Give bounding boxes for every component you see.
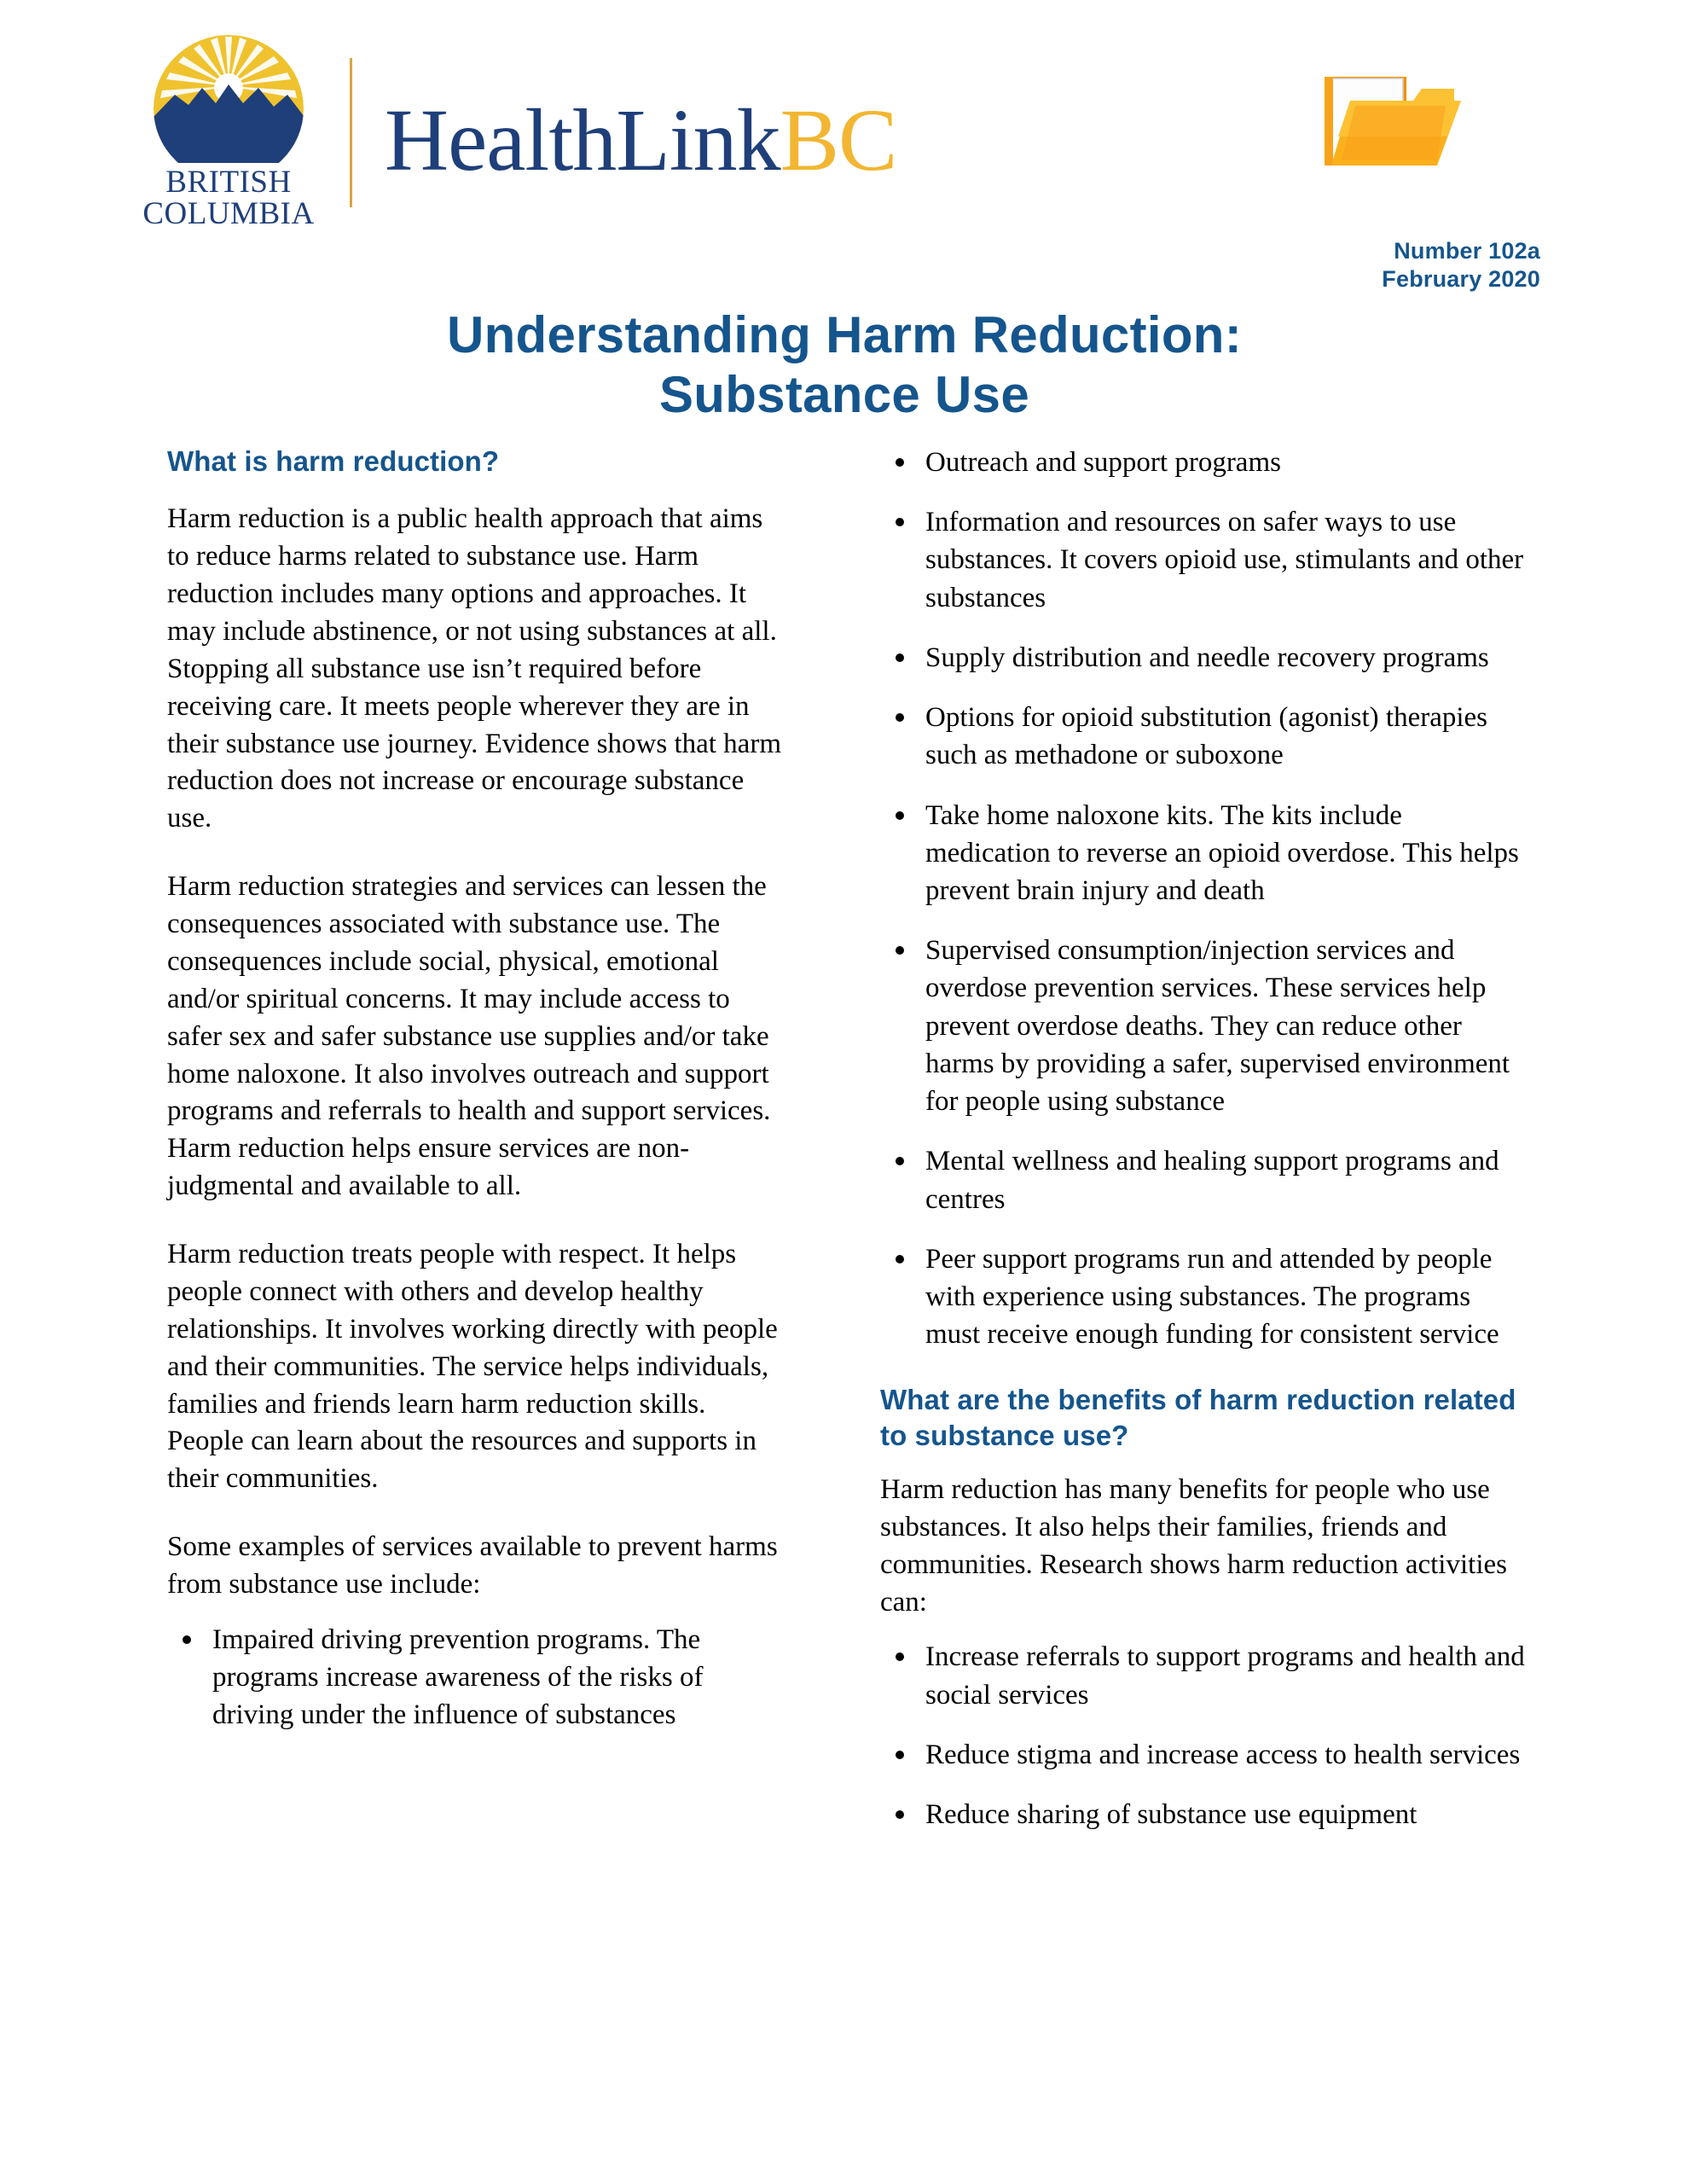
list-item: Impaired driving prevention programs. The programs increase awareness of the risks of driving under the influence of substances [167, 1621, 786, 1734]
paragraph: Harm reduction treats people with respect. It helps people connect with others and develop healthy relationships. It involves working directly with people and their communities. The service helps individuals, families and friends learn harm reduction skills. People can learn about the resources and supports in their communities. [167, 1239, 778, 1495]
document-meta [1382, 237, 1540, 293]
services-examples-list [167, 1621, 786, 1734]
wordmark-healthlink: HealthLink [385, 90, 780, 189]
bc-sunburst-mountain-icon [137, 35, 321, 163]
open-folder-icon [1318, 58, 1484, 173]
list-item: Take home naloxone kits. The kits include medication to reverse an opioid overdose. This helps prevent brain injury and death [880, 797, 1528, 910]
left-column [167, 444, 786, 1757]
healthlinkbc-wordmark [385, 90, 897, 189]
benefits-list [880, 1638, 1528, 1833]
wordmark-bc: BC [780, 90, 897, 189]
list-item: Reduce sharing of substance use equipment [880, 1796, 1528, 1833]
bc-logo-line2: COLUMBIA [142, 195, 315, 231]
paragraph: Harm reduction strategies and services can lessen the consequences associated with substance use. The consequences include social, physical, emotional and/or spiritual concerns. It may include access to safer sex and safer substance use supplies and/or take home naloxone. It also involves outreach and support programs and referrals to health and support services. Harm reduction helps ensure services are non-judgmental and available to all. [167, 871, 771, 1202]
document-number: Number 102a [1394, 238, 1540, 264]
page-title-line1: Understanding Harm Reduction: [446, 306, 1243, 363]
list-item: Reduce stigma and increase access to health services [880, 1736, 1528, 1774]
logo-divider [350, 58, 352, 207]
list-item: Outreach and support programs [880, 444, 1528, 481]
list-item: Peer support programs run and attended by people with experience using substances. The programs must receive enough funding for consistent service [880, 1240, 1528, 1354]
list-item: Increase referrals to support programs and health and social services [880, 1638, 1528, 1713]
list-item: Supply distribution and needle recovery programs [880, 639, 1528, 677]
list-item: Supervised consumption/injection services and overdose prevention services. These services help prevent overdose deaths. They can reduce other harms by providing a safer, supervised environment for people using substance [880, 932, 1528, 1120]
paragraph: Harm reduction is a public health approach that aims to reduce harms related to substance use. Harm reduction includes many options and approaches. It may include abstinence, or not using substances at all. Stopping all substance use isn’t required before receiving care. It meets people wherever they are in their substance use journey. Evidence shows that harm reduction does not increase or encourage substance use. [167, 503, 781, 834]
bc-logo-wordmark [126, 166, 331, 229]
section-heading-benefits-of-harm-reduction: What are the benefits of harm reduction related to substance use? [880, 1384, 1516, 1451]
document-date: February 2020 [1382, 265, 1540, 292]
services-list-continued [880, 444, 1528, 1353]
section-heading-what-is-harm-reduction: What is harm reduction? [167, 445, 500, 477]
page-title-line2: Substance Use [658, 366, 1030, 424]
british-columbia-logo [126, 35, 331, 231]
list-item: Mental wellness and healing support programs and centres [880, 1142, 1528, 1217]
paragraph: Harm reduction has many benefits for people who use substances. It also helps their families, friends and communities. Research shows harm reduction activities can: [880, 1473, 1507, 1618]
right-column [880, 444, 1528, 1856]
page-header [0, 0, 1687, 294]
bc-logo-line1: BRITISH [165, 164, 292, 200]
paragraph: Some examples of services available to prevent harms from substance use include: [167, 1531, 778, 1600]
page-title [154, 305, 1535, 425]
list-item: Options for opioid substitution (agonist) therapies such as methadone or suboxone [880, 699, 1528, 774]
healthlinkbc-logo-lockup [126, 24, 928, 241]
list-item: Information and resources on safer ways to use substances. It covers opioid use, stimulants and other substances [880, 503, 1528, 617]
